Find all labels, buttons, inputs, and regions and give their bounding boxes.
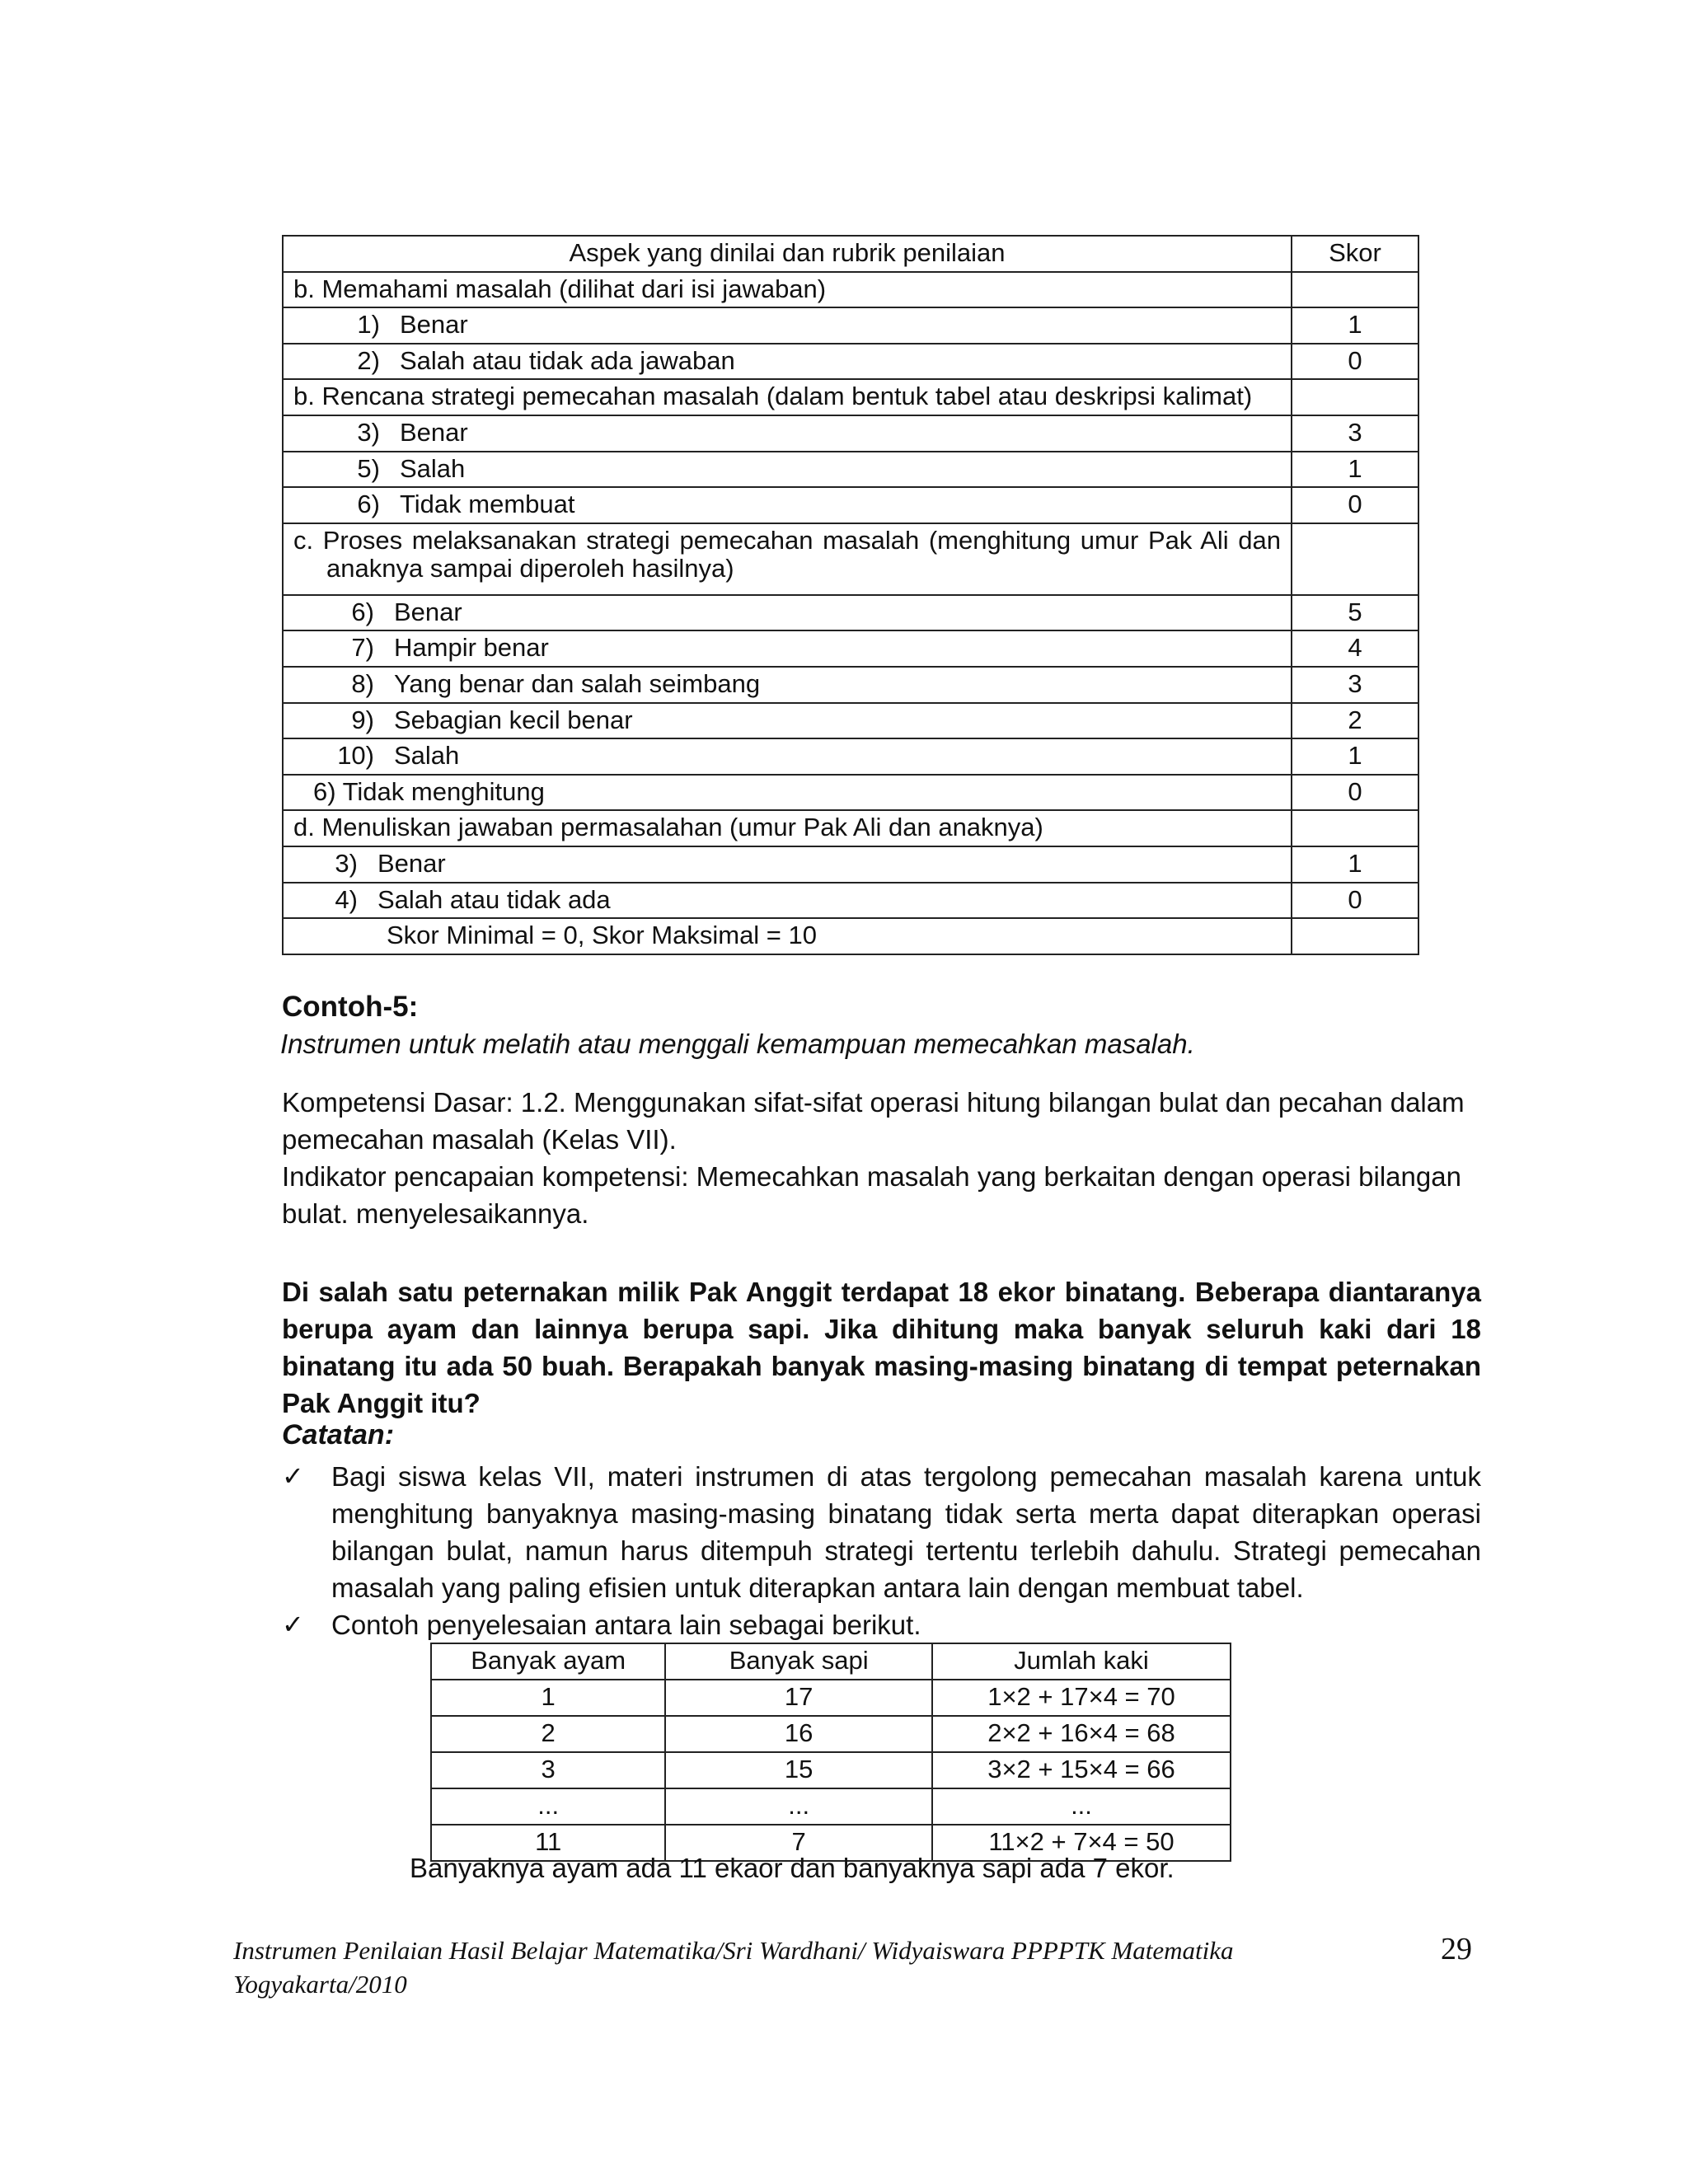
rubric-item-row (283, 487, 1418, 523)
problem-text: Di salah satu peternakan milik Pak Anggit terdapat 18 ekor binatang. Beberapa diantaranya berupa ayam dan lainnya berupa sapi. Jika dihitung maka banyak seluruh kaki dari 18 binatang itu ada 50 buah. Berapakah banyak masing-masing binatang di tempat peternakan Pak Anggit itu? (282, 1277, 1481, 1418)
table-cell: ... (665, 1788, 932, 1825)
rubric-item-score: 4 (1292, 630, 1418, 667)
competency-block (282, 1085, 1481, 1233)
table-row (431, 1752, 1231, 1788)
rubric-header-row (283, 236, 1418, 272)
rubric-item-label: Hampir benar (394, 633, 549, 663)
table-cell: 7 (665, 1825, 932, 1861)
note-text: Bagi siswa kelas VII, materi instrumen di atas tergolong pemecahan masalah karena untuk menghitung banyaknya masing-masing binatang tidak serta merta dapat diterapkan operasi bilangan bulat, namun harus ditempuh strategi tertentu terlebih dahulu. Strategi pemecahan masalah yang paling efisien untuk diterapkan antara lain dengan membuat tabel. (331, 1461, 1481, 1603)
table-row (431, 1680, 1231, 1716)
rubric-item-row (283, 775, 1418, 811)
rubric-item-label: 6) Tidak menghitung (283, 775, 1292, 811)
table-row (431, 1788, 1231, 1825)
rubric-item-score: 1 (1292, 307, 1418, 344)
rubric-item-row (283, 703, 1418, 739)
rubric-section-b2: b. Rencana strategi pemecahan masalah (dalam bentuk tabel atau deskripsi kalimat) (283, 379, 1292, 415)
rubric-summary: Skor Minimal = 0, Skor Maksimal = 10 (283, 918, 1292, 954)
page-number: 29 (1441, 1932, 1472, 1966)
rubric-item-number: 10) (337, 741, 374, 771)
rubric-item-label: Benar (400, 310, 468, 340)
list-item (282, 1459, 1481, 1607)
rubric-item-number: 6) (351, 597, 374, 626)
example-subtitle: Instrumen untuk melatih atau menggali kemampuan memecahkan masalah. (280, 1029, 1195, 1059)
rubric-section-b1: b. Memahami masalah (dilihat dari isi jawaban) (283, 272, 1292, 308)
rubric-item-label: Sebagian kecil benar (394, 705, 633, 734)
rubric-section-row (283, 379, 1418, 415)
solution-header-row (431, 1643, 1231, 1680)
rubric-item-row (283, 415, 1418, 452)
note-text: Contoh penyelesaian antara lain sebagai berikut. (331, 1609, 921, 1640)
rubric-item-row (283, 883, 1418, 919)
rubric-item-score: 0 (1292, 344, 1418, 380)
solution-table (430, 1643, 1231, 1862)
table-cell: 2×2 + 16×4 = 68 (932, 1716, 1231, 1752)
rubric-item-score: 0 (1292, 775, 1418, 811)
page-footer: Instrumen Penilaian Hasil Belajar Matematika/Sri Wardhani/ Widyaiswara PPPPTK Matematika Yogyakarta/2010 (233, 1936, 1234, 1999)
rubric-item-number: 9) (351, 705, 374, 734)
table-cell: 17 (665, 1680, 932, 1716)
table-row (431, 1716, 1231, 1752)
rubric-item-number: 7) (351, 633, 374, 663)
rubric-item-label: Yang benar dan salah seimbang (394, 668, 761, 698)
rubric-table (282, 235, 1419, 955)
rubric-item-score: 0 (1292, 487, 1418, 523)
rubric-item-label: Benar (377, 848, 446, 878)
table-cell: 11×2 + 7×4 = 50 (932, 1825, 1231, 1861)
basic-competency: Kompetensi Dasar: 1.2. Menggunakan sifat-sifat operasi hitung bilangan bulat dan pecahan dalam pemecahan masalah (Kelas VII). (282, 1087, 1465, 1155)
rubric-item-number: 8) (351, 668, 374, 698)
rubric-item-score: 1 (1292, 452, 1418, 488)
rubric-item-number: 3) (335, 848, 358, 878)
rubric-item-number: 6) (357, 490, 380, 519)
rubric-header-aspect: Aspek yang dinilai dan rubrik penilaian (283, 236, 1292, 272)
table-cell: 15 (665, 1752, 932, 1788)
table-cell: 3 (431, 1752, 665, 1788)
column-header: Jumlah kaki (932, 1643, 1231, 1680)
example-title: Contoh-5: (282, 991, 419, 1023)
rubric-item-row (283, 307, 1418, 344)
checkmark-icon: ✓ (282, 1460, 304, 1492)
column-header: Banyak ayam (431, 1643, 665, 1680)
rubric-item-row (283, 667, 1418, 703)
rubric-item-label: Benar (400, 417, 468, 447)
rubric-item-label: Tidak membuat (400, 490, 575, 519)
rubric-header-score: Skor (1292, 236, 1418, 272)
table-cell: 1×2 + 17×4 = 70 (932, 1680, 1231, 1716)
rubric-item-number: 4) (335, 884, 358, 914)
rubric-item-label: Salah (394, 741, 460, 771)
rubric-item-label: Salah atau tidak ada jawaban (400, 345, 735, 375)
checkmark-icon: ✓ (282, 1608, 304, 1640)
rubric-section-row (283, 523, 1418, 595)
rubric-item-score: 5 (1292, 595, 1418, 631)
rubric-item-label: Benar (394, 597, 462, 626)
rubric-item-score: 3 (1292, 667, 1418, 703)
rubric-item-row (283, 846, 1418, 883)
rubric-section-d: d. Menuliskan jawaban permasalahan (umur Pak Ali dan anaknya) (283, 810, 1292, 846)
table-cell: 16 (665, 1716, 932, 1752)
rubric-item-row (283, 630, 1418, 667)
table-cell: 1 (431, 1680, 665, 1716)
rubric-item-label: Salah atau tidak ada (377, 884, 611, 914)
rubric-item-score: 2 (1292, 703, 1418, 739)
rubric-item-row (283, 452, 1418, 488)
rubric-item-label: Salah (400, 453, 466, 483)
table-cell: 2 (431, 1716, 665, 1752)
rubric-section-row (283, 272, 1418, 308)
solution-conclusion: Banyaknya ayam ada 11 ekaor dan banyaknya sapi ada 7 ekor. (410, 1853, 1175, 1883)
rubric-item-score: 1 (1292, 846, 1418, 883)
competency-indicator: Indikator pencapaian kompetensi: Memecahkan masalah yang berkaitan dengan operasi bilangan bulat. menyelesaikannya. (282, 1160, 1461, 1229)
rubric-item-number: 1) (357, 310, 380, 340)
rubric-summary-row (283, 918, 1418, 954)
rubric-section-row (283, 810, 1418, 846)
notes-label: Catatan: (282, 1419, 395, 1451)
table-cell: 3×2 + 15×4 = 66 (932, 1752, 1231, 1788)
rubric-section-c: c. Proses melaksanakan strategi pemecahan masalah (menghitung umur Pak Ali dan anaknya sampai diperoleh hasilnya) (293, 525, 1281, 583)
rubric-item-number: 2) (357, 345, 380, 375)
rubric-item-row (283, 738, 1418, 775)
column-header: Banyak sapi (665, 1643, 932, 1680)
list-item (282, 1607, 1481, 1644)
rubric-item-row (283, 595, 1418, 631)
rubric-item-score: 3 (1292, 415, 1418, 452)
rubric-item-score: 1 (1292, 738, 1418, 775)
rubric-item-number: 5) (357, 453, 380, 483)
problem-statement (282, 1274, 1481, 1422)
rubric-item-score: 0 (1292, 883, 1418, 919)
rubric-item-row (283, 344, 1418, 380)
table-cell: ... (431, 1788, 665, 1825)
notes-list (282, 1459, 1481, 1643)
rubric-item-number: 3) (357, 417, 380, 447)
table-cell: ... (932, 1788, 1231, 1825)
table-cell: 11 (431, 1825, 665, 1861)
